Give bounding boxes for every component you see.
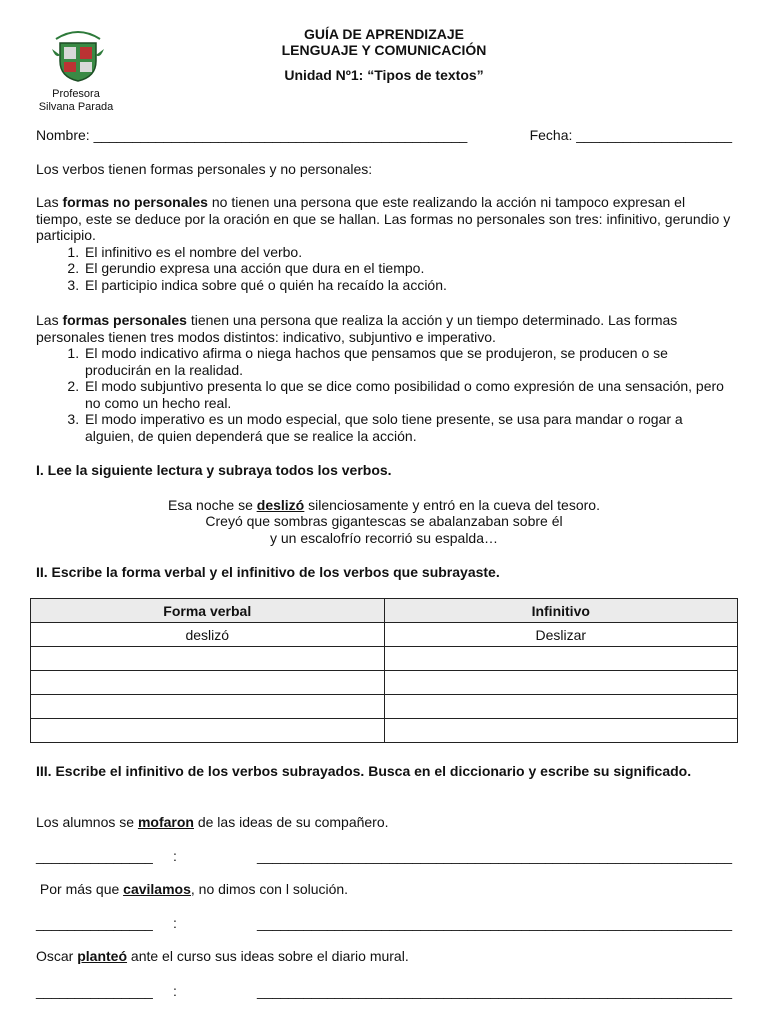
table-row <box>31 695 738 719</box>
intro-text: Los verbos tienen formas personales y no personales: <box>36 161 373 177</box>
table-row <box>31 719 738 743</box>
sentence-2: Por más que cavilamos, no dimos con l solución. <box>36 881 349 897</box>
teacher-info <box>26 88 126 114</box>
no-personales-paragraph: Las formas no personales no tienen una persona que este realizando la acción ni tampoco expresan el tiempo, este se deduce por la oración en que se hallan. Las formas no personales son tres: infinitivo, gerundio y participio. <box>36 194 731 243</box>
personales-term: formas personales <box>62 312 187 328</box>
table-header-row <box>31 599 738 623</box>
reading-line-2: Creyó que sombras gigantescas se abalanzaban sobre él <box>205 513 563 529</box>
list-item: 3. El modo imperativo es un modo especial, que solo tiene presente, se usa para mandar o rogar a alguien, de quien dependerá que se realice la acción. <box>83 411 732 444</box>
underlined-verb: cavilamos <box>123 881 191 897</box>
teacher-name: Silvana Parada <box>38 101 114 113</box>
table-row <box>31 647 738 671</box>
underlined-verb: deslizó <box>256 496 305 513</box>
table-cell[interactable]: Deslizar <box>384 623 738 647</box>
list-item: 1. El modo indicativo afirma o niega hachos que pensamos que se produjeron, se producen o se producirán en la realidad. <box>83 345 732 378</box>
table-cell[interactable] <box>384 671 738 695</box>
table-row <box>31 623 738 647</box>
table-cell[interactable] <box>31 719 385 743</box>
teacher-role: Profesora <box>52 88 100 100</box>
table-cell[interactable] <box>384 647 738 671</box>
section-2-title: II. Escribe la forma verbal y el infinitivo de los verbos que subrayaste. <box>36 564 500 580</box>
underlined-verb: planteó <box>77 948 128 964</box>
table-cell[interactable] <box>31 695 385 719</box>
personales-paragraph: Las formas personales tienen una persona que realiza la acción y un tiempo determinado. Las formas personales tienen tres modos distintos: indicativo, subjuntivo e imperativo. <box>36 312 678 345</box>
list-item: 3. El participio indica sobre qué o quién ha recaído la acción. <box>83 277 732 294</box>
column-header-forma-verbal: Forma verbal <box>31 599 385 623</box>
answer-line-1[interactable]: _______________ : _____________________________________________________________ <box>36 848 732 864</box>
table-cell[interactable] <box>384 719 738 743</box>
personales-list <box>36 345 732 444</box>
document-title-block <box>0 26 768 83</box>
sentence-1: Los alumnos se mofaron de las ideas de su compañero. <box>36 814 389 830</box>
column-header-infinitivo: Infinitivo <box>384 599 738 623</box>
sentence-3: Oscar planteó ante el curso sus ideas sobre el diario mural. <box>36 948 409 964</box>
no-personales-list <box>36 244 732 294</box>
no-personales-section <box>36 194 732 293</box>
verb-table <box>30 598 738 743</box>
table-cell[interactable]: deslizó <box>31 623 385 647</box>
list-item: 1. El infinitivo es el nombre del verbo. <box>83 244 732 261</box>
table-cell[interactable] <box>31 647 385 671</box>
section-3-title: III. Escribe el infinitivo de los verbos subrayados. Busca en el diccionario y escribe su significado. <box>36 763 692 779</box>
section-1-title: I. Lee la siguiente lectura y subraya todos los verbos. <box>36 462 392 478</box>
section-1 <box>36 462 732 546</box>
reading-line-3: y un escalofrío recorrió su espalda… <box>270 529 498 546</box>
list-item: 2. El modo subjuntivo presenta lo que se dice como posibilidad o como expresión de una sensación, pero no como un hecho real. <box>83 378 732 411</box>
unit-title: Unidad Nº1: “Tipos de textos” <box>284 67 484 83</box>
answer-line-3[interactable]: _______________ : _____________________________________________________________ <box>36 983 732 999</box>
table-cell[interactable] <box>31 671 385 695</box>
personales-section <box>36 312 732 444</box>
reading-text <box>36 497 732 547</box>
reading-line-1: Esa noche se deslizó silenciosamente y entró en la cueva del tesoro. <box>168 496 600 513</box>
answer-line-2[interactable]: _______________ : _____________________________________________________________ <box>36 915 732 931</box>
name-field[interactable]: Nombre: ________________________________________________ <box>36 127 468 143</box>
name-date-row <box>36 127 732 144</box>
no-personales-term: formas no personales <box>62 194 208 210</box>
table-row <box>31 671 738 695</box>
guide-title: GUÍA DE APRENDIZAJE <box>304 26 464 42</box>
table-cell[interactable] <box>384 695 738 719</box>
subject-title: LENGUAJE Y COMUNICACIÓN <box>281 42 487 58</box>
date-field[interactable]: Fecha: ____________________ <box>529 127 732 143</box>
underlined-verb: mofaron <box>137 814 194 830</box>
list-item: 2. El gerundio expresa una acción que dura en el tiempo. <box>83 260 732 277</box>
